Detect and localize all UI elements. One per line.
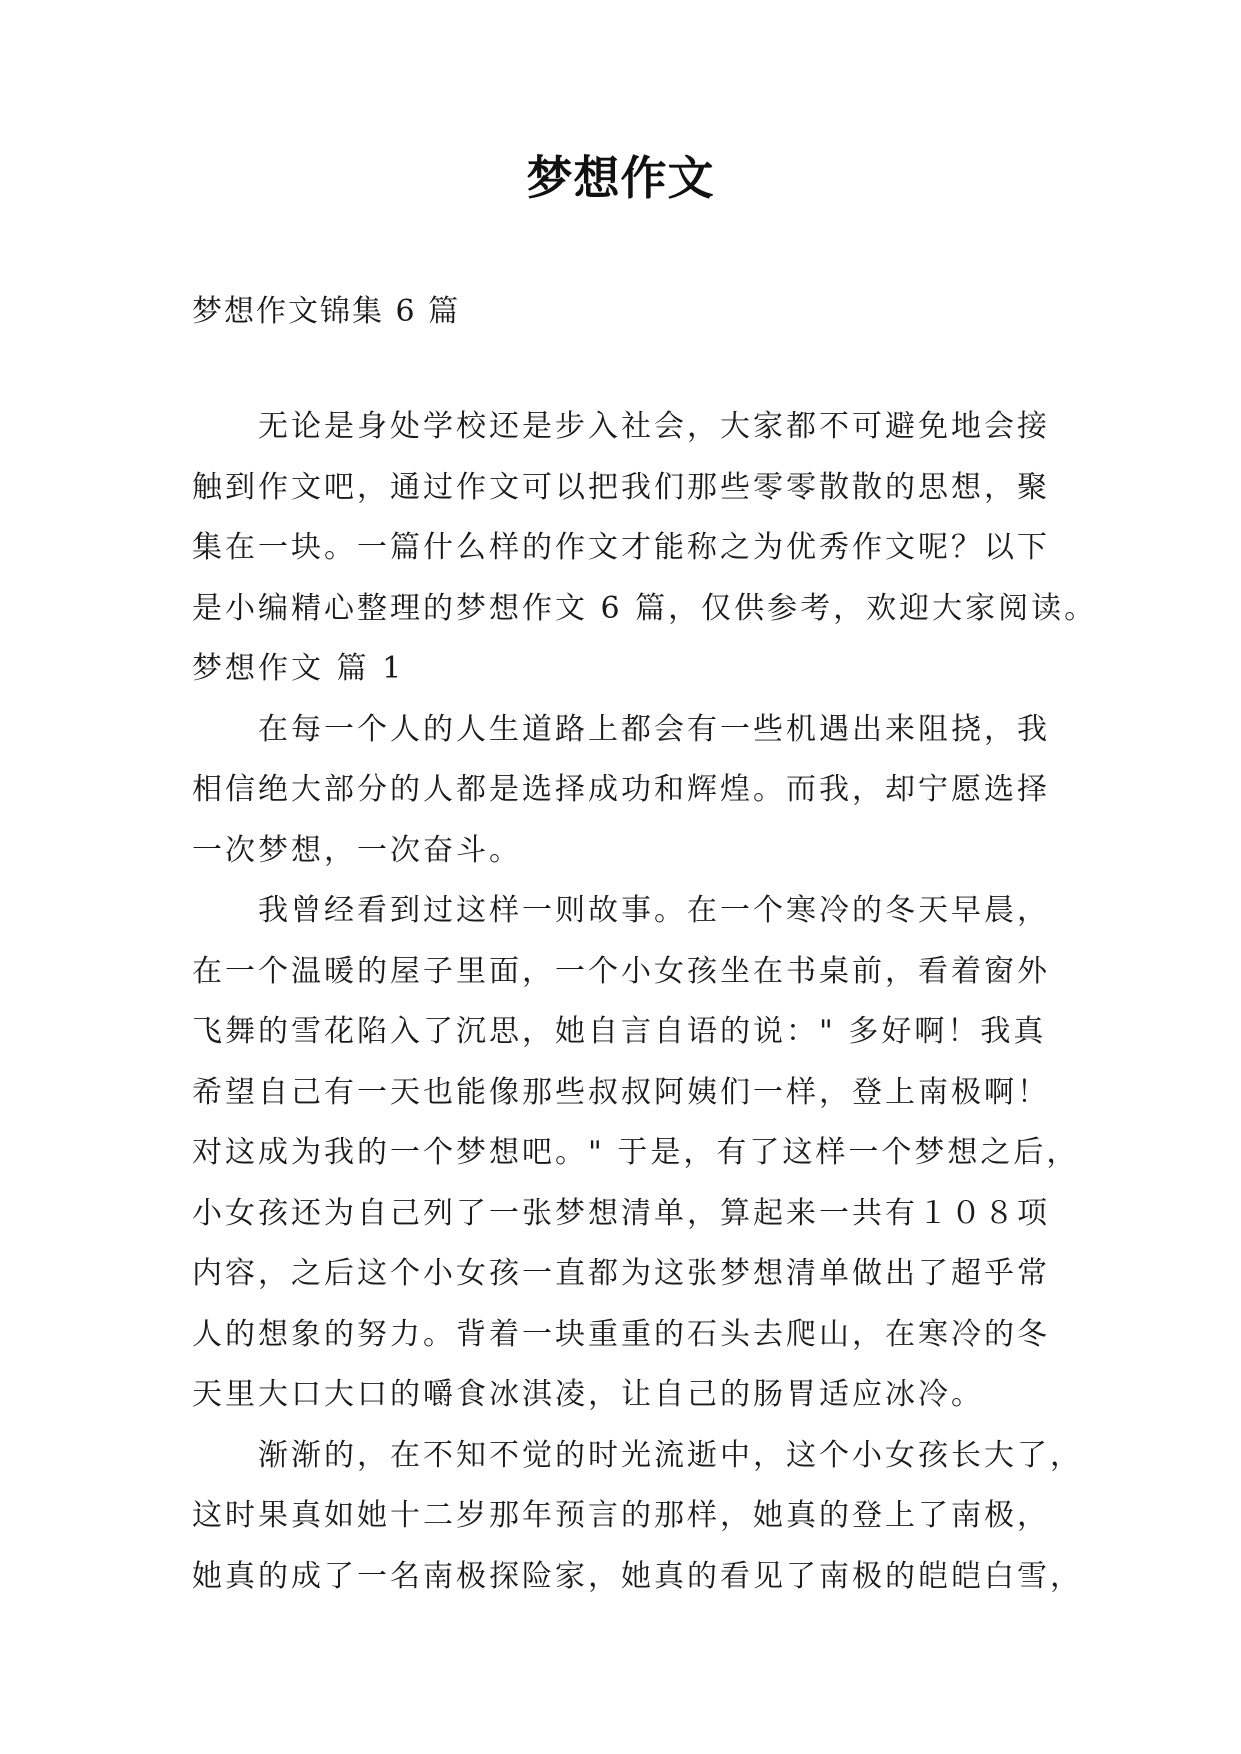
text-line: 内容，之后这个小女孩一直都为这张梦想清单做出了超乎常 xyxy=(192,1256,1050,1291)
text-line: 对这成为我的一个梦想吧。" 于是，有了这样一个梦想之后， xyxy=(192,1135,1080,1170)
text-line: 人的想象的努力。背着一块重重的石头去爬山，在寒冷的冬 xyxy=(192,1316,1050,1352)
text-line: 无论是身处学校还是步入社会，大家都不可避免地会接 xyxy=(258,409,1050,444)
text-line: 梦想作文 篇 1 xyxy=(192,651,405,686)
document-body xyxy=(192,407,1098,1617)
text-line: 这时果真如她十二岁那年预言的那样，她真的登上了南极， xyxy=(192,1498,1050,1533)
text-line: 我曾经看到过这样一则故事。在一个寒冷的冬天早晨， xyxy=(258,893,1050,928)
text-line: 飞舞的雪花陷入了沉思，她自言自语的说：" 多好啊！我真 xyxy=(192,1014,1047,1049)
text-line: 集在一块。一篇什么样的作文才能称之为优秀作文呢？以下 xyxy=(192,530,1050,565)
document-subtitle: 梦想作文锦集 6 篇 xyxy=(192,294,461,329)
text-line: 相信绝大部分的人都是选择成功和辉煌。而我，却宁愿选择 xyxy=(192,772,1050,807)
text-line: 在一个温暖的屋子里面，一个小女孩坐在书桌前，看着窗外 xyxy=(192,953,1050,989)
text-line: 触到作文吧，通过作文可以把我们那些零零散散的思想，聚 xyxy=(192,469,1050,505)
text-line: 一次梦想，一次奋斗。 xyxy=(192,832,522,868)
text-line: 小女孩还为自己列了一张梦想清单，算起来一共有１０８项 xyxy=(192,1195,1050,1231)
text-line: 她真的成了一名南极探险家，她真的看见了南极的皑皑白雪， xyxy=(192,1558,1083,1594)
text-line: 天里大口大口的嚼食冰淇凌，让自己的肠胃适应冰冷。 xyxy=(192,1377,984,1412)
text-line: 希望自己有一天也能像那些叔叔阿姨们一样，登上南极啊！ xyxy=(192,1074,1050,1110)
text-line: 在每一个人的人生道路上都会有一些机遇出来阻挠，我 xyxy=(258,711,1050,747)
document-title: 梦想作文 xyxy=(526,151,715,205)
text-line: 是小编精心整理的梦想作文 6 篇，仅供参考，欢迎大家阅读。 xyxy=(192,590,1098,626)
text-line: 渐渐的，在不知不觉的时光流逝中，这个小女孩长大了， xyxy=(258,1437,1083,1473)
